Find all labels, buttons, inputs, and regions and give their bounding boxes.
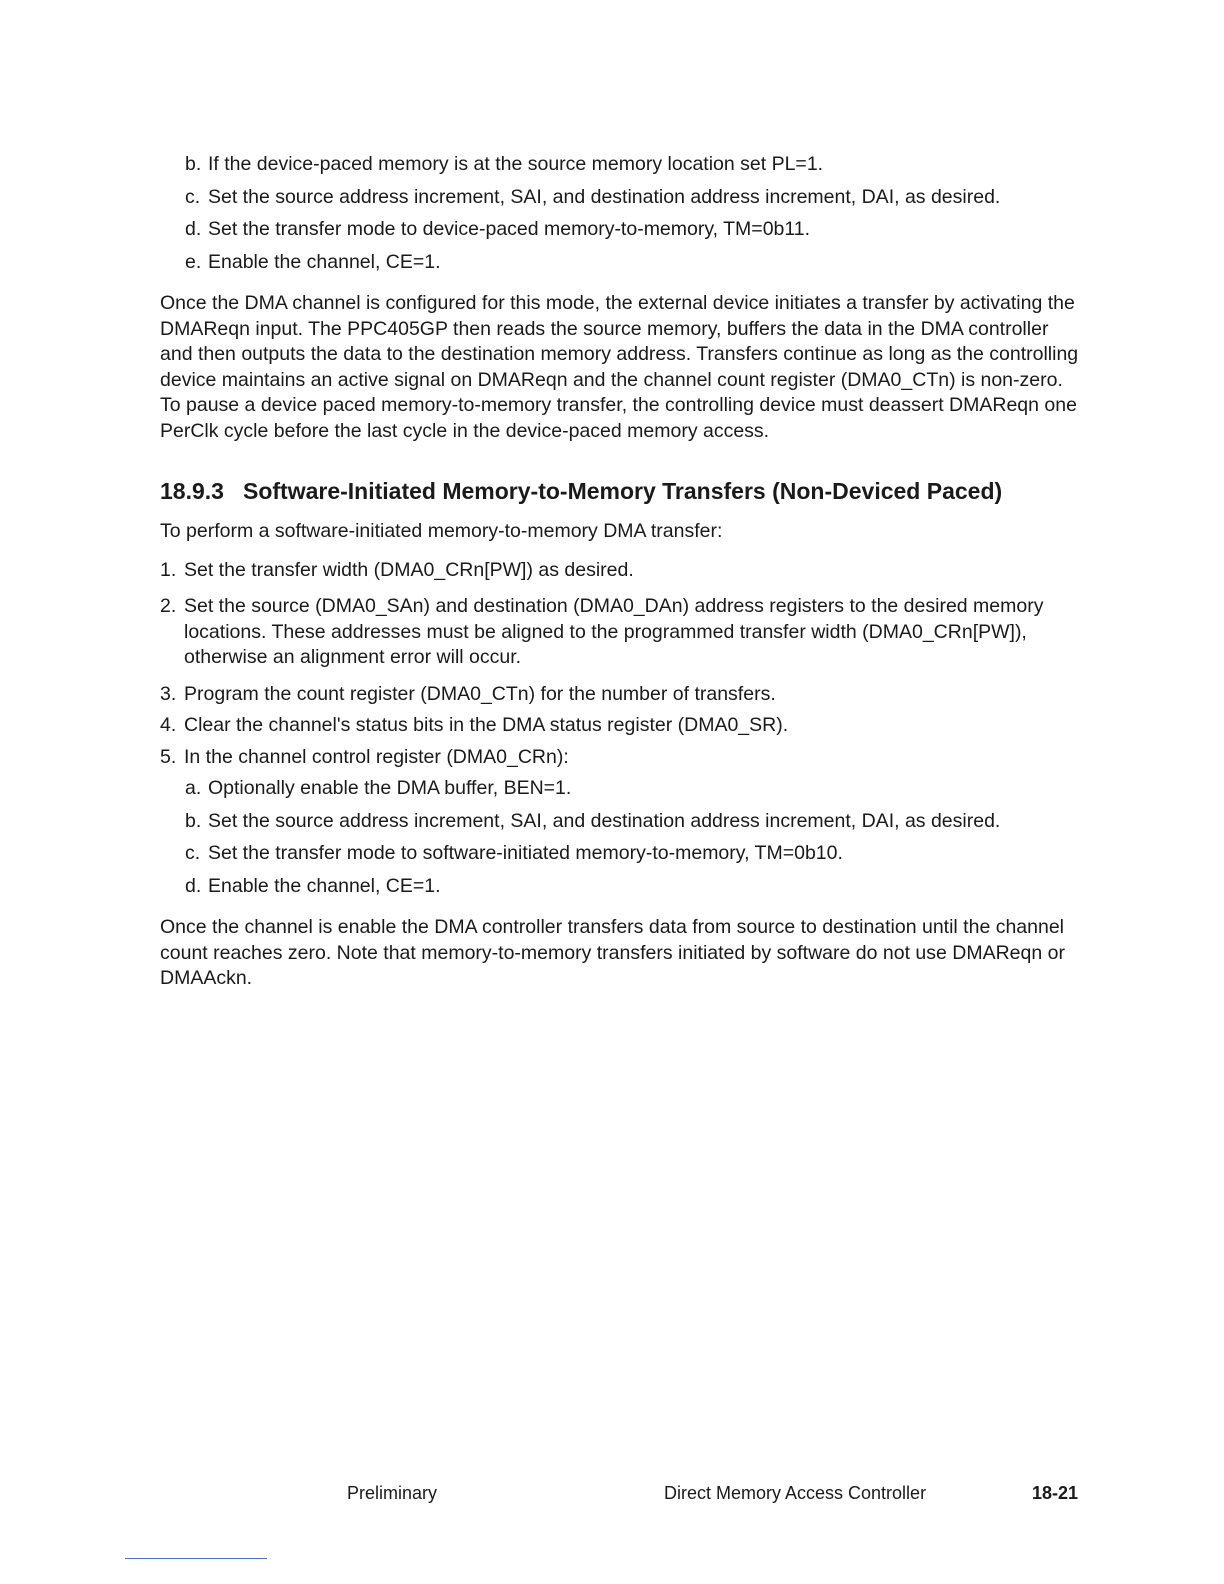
step-text: Set the transfer width (DMA0_CRn[PW]) as desired.	[184, 558, 634, 581]
section-title: Software-Initiated Memory-to-Memory Transfers (Non-Deviced Paced)	[243, 478, 1003, 504]
section-heading	[160, 477, 1085, 505]
intro-paragraph: To perform a software-initiated memory-to-memory DMA transfer:	[160, 520, 723, 542]
list-marker: c.	[185, 185, 201, 208]
step-item	[160, 682, 1085, 708]
list-item	[160, 152, 1085, 178]
step-marker: 5.	[160, 745, 177, 768]
step-marker: 1.	[160, 558, 177, 581]
list-item	[160, 185, 1085, 211]
substep-item	[160, 874, 1085, 900]
step-item	[160, 558, 1085, 584]
substep-marker: c.	[185, 842, 201, 864]
substep-text: Set the transfer mode to software-initiated memory-to-memory, TM=0b10.	[208, 842, 843, 864]
list-marker: e.	[185, 250, 202, 273]
bottom-rule	[125, 1558, 267, 1559]
step-marker: 3.	[160, 682, 177, 705]
substep-item	[160, 776, 1085, 802]
section-number: 18.9.3	[160, 478, 224, 504]
footer-chapter-title: Direct Memory Access Controller	[664, 1483, 927, 1503]
page-content	[160, 152, 1085, 992]
step-text: Program the count register (DMA0_CTn) for the number of transfers.	[184, 682, 776, 705]
step-marker: 4.	[160, 714, 177, 736]
page-number: 18-21	[1032, 1483, 1079, 1503]
list-marker: b.	[185, 153, 202, 175]
substep-marker: a.	[185, 777, 202, 799]
body-paragraph: Once the DMA channel is configured for this mode, the external device initiates a transfer by activating the DMAReqn input. The PPC405GP then reads the source memory, buffers the data in the DMA controller and then outputs the data to the destination memory address. Transfers continue as long as the controlling device maintains an active signal on DMAReqn and the channel count register (DMA0_CTn) is non-zero. To pause a device paced memory-to-memory transfer, the controlling device must deassert DMAReqn one PerClk cycle before the last cycle in the device-paced memory access.	[160, 292, 1079, 442]
substep-item	[160, 841, 1085, 867]
list-item-text: Set the transfer mode to device-paced memory-to-memory, TM=0b11.	[208, 218, 811, 240]
substep-text: Enable the channel, CE=1.	[208, 874, 441, 897]
step-text: Clear the channel's status bits in the DMA status register (DMA0_SR).	[184, 714, 789, 736]
substep-item	[160, 809, 1085, 835]
list-item-text: Set the source address increment, SAI, and destination address increment, DAI, as desired.	[208, 185, 1001, 208]
step-item	[160, 745, 1085, 771]
list-item	[160, 217, 1085, 243]
substep-marker: b.	[185, 809, 202, 832]
step-text: Set the source (DMA0_SAn) and destination (DMA0_DAn) address registers to the desired memory locations. These addresses must be aligned to the programmed transfer width (DMA0_CRn[PW]), otherwise an alignment error will occur.	[184, 595, 1044, 668]
body-paragraph: Once the channel is enable the DMA controller transfers data from source to destination until the channel count reaches zero. Note that memory-to-memory transfers initiated by software do not use DMAReqn or DMAAckn.	[160, 916, 1065, 989]
list-item	[160, 250, 1085, 276]
list-item-text: Enable the channel, CE=1.	[208, 250, 441, 273]
step-marker: 2.	[160, 595, 177, 617]
list-marker: d.	[185, 218, 202, 240]
substep-marker: d.	[185, 874, 202, 897]
substep-text: Optionally enable the DMA buffer, BEN=1.	[208, 777, 572, 799]
step-item	[160, 594, 1085, 671]
step-item	[160, 713, 1085, 739]
substep-text: Set the source address increment, SAI, and destination address increment, DAI, as desired.	[208, 809, 1001, 832]
step-text: In the channel control register (DMA0_CRn):	[184, 745, 569, 768]
footer-status: Preliminary	[347, 1483, 438, 1503]
list-item-text: If the device-paced memory is at the source memory location set PL=1.	[208, 153, 824, 175]
